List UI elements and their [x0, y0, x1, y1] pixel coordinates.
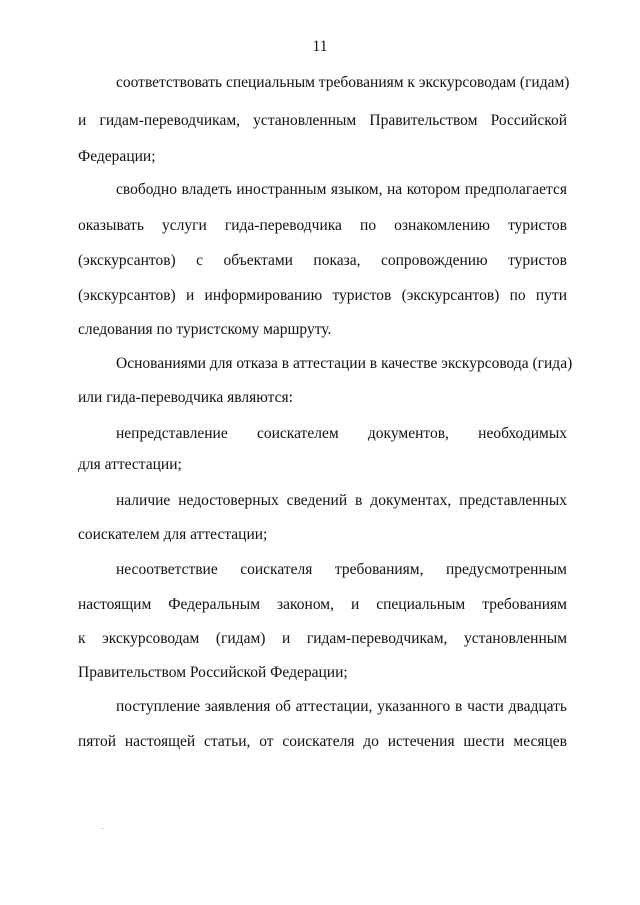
text-line: оказывать услуги гида-переводчика по ознакомлению туристов	[78, 217, 567, 234]
text-line: несоответствие соискателя требованиям, предусмотренным	[116, 561, 567, 578]
text-line: Федерации;	[78, 148, 156, 165]
text-line: свободно владеть иностранным языком, на котором предполагается	[116, 181, 567, 198]
text-line: Правительством Российской Федерации;	[78, 664, 348, 681]
text-line: или гида-переводчика являются:	[78, 389, 293, 406]
text-line: следования по туристскому маршруту.	[78, 321, 332, 338]
text-line: Основаниями для отказа в аттестации в качестве экскурсовода (гида)	[116, 355, 573, 372]
text-line: (экскурсантов) с объектами показа, сопровождению туристов	[78, 252, 567, 269]
page-number: 11	[312, 38, 328, 55]
text-line: для аттестации;	[78, 456, 182, 473]
text-line: наличие недостоверных сведений в документах, представленных	[116, 492, 567, 509]
text-line: соответствовать специальным требованиям к экскурсоводам (гидам)	[116, 74, 570, 91]
scan-speck	[102, 828, 103, 829]
text-line: (экскурсантов) и информированию туристов (экскурсантов) по пути	[78, 287, 567, 304]
text-line: пятой настоящей статьи, от соискателя до истечения шести месяцев	[78, 733, 567, 750]
text-line: настоящим Федеральным законом, и специальным требованиям	[78, 596, 567, 613]
text-line: поступление заявления об аттестации, указанного в части двадцать	[116, 698, 567, 715]
text-line: соискателем для аттестации;	[78, 526, 268, 543]
text-line: и гидам-переводчикам, установленным Правительством Российской	[78, 112, 567, 129]
text-line: к экскурсоводам (гидам) и гидам-переводчикам, установленным	[78, 630, 567, 647]
text-line: непредставление соискателем документов, необходимых	[116, 425, 567, 442]
